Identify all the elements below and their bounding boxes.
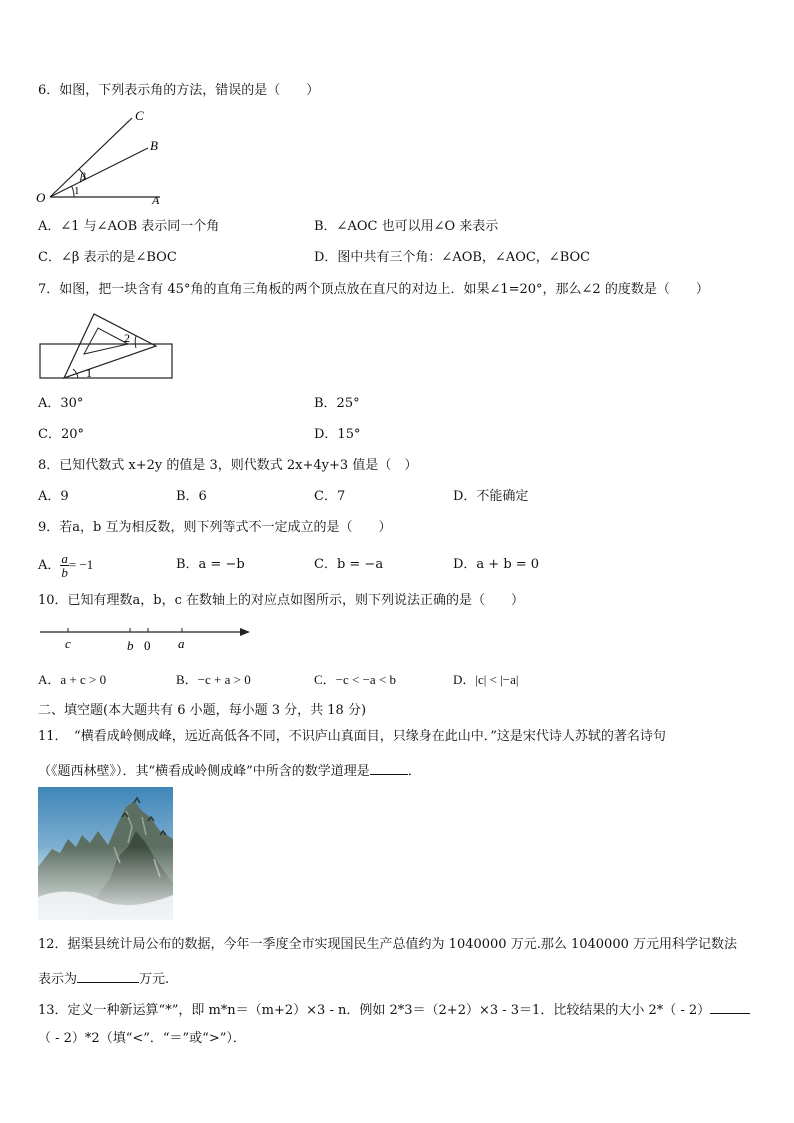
fraction-a-over-b: [60, 552, 69, 579]
q6-option-d[interactable]: D．图中共有三个角：∠AOB，∠AOC，∠BOC: [314, 250, 591, 265]
q7-stem: 7．如图，把一块含有 45°角的直角三角板的两个顶点放在直尺的对边上．如果∠1=20°，那么∠2 的度数是（ ）: [38, 282, 709, 297]
q10-option-d[interactable]: D．|c| < |−a|: [453, 672, 519, 687]
number-line-figure: [38, 620, 260, 654]
q8-stem: 8．已知代数式 x+2y 的值是 3，则代数式 2x+4y+3 值是（ ）: [38, 458, 418, 473]
q13-line1: [38, 999, 750, 1020]
fraction-numerator: a: [61, 551, 68, 566]
ruler-triangle-figure: [38, 310, 176, 382]
angle-figure: [34, 106, 169, 206]
label-1: 1: [86, 366, 92, 380]
label-c: c: [65, 636, 71, 651]
label-2: 2: [124, 331, 130, 345]
q7-option-b[interactable]: B．25°: [314, 396, 360, 411]
q13-line2: （ - 2）*2（填“<”．“＝”或“>”）．: [38, 1031, 246, 1046]
q7-option-c[interactable]: C．20°: [38, 427, 84, 442]
q10-option-b[interactable]: B．−c + a > 0: [176, 672, 251, 687]
q10-option-a[interactable]: A．a + c > 0: [38, 672, 107, 687]
q6-stem: 6．如图，下列表示角的方法，错误的是（ ）: [38, 83, 320, 98]
label-b: b: [127, 638, 134, 653]
q10-stem: 10．已知有理数a，b，c 在数轴上的对应点如图所示，则下列说法正确的是（ ）: [38, 593, 525, 608]
q12-line2: [38, 968, 169, 989]
q11-line2-end: ．: [407, 764, 421, 779]
label-a: A: [152, 193, 160, 206]
axis-arrow: [240, 628, 250, 636]
section-heading: 二、填空题(本大题共有 6 小题，每小题 3 分，共 18 分): [38, 703, 367, 718]
q9-stem: 9．若a，b 互为相反数，则下列等式不一定成立的是（ ）: [38, 520, 392, 535]
q7-option-a[interactable]: A．30°: [38, 396, 84, 411]
q9-option-a-prefix: A．: [38, 558, 61, 573]
arc-2: [135, 336, 136, 348]
q6-option-a[interactable]: A．∠1 与∠AOB 表示同一个角: [38, 219, 220, 234]
q11-line2-text: （《题西林壁》）．其“横看成岭侧成峰”中所含的数学道理是: [38, 764, 370, 779]
label-c: C: [135, 108, 144, 123]
q13-answer-blank[interactable]: [710, 999, 750, 1014]
q8-option-c[interactable]: C．7: [314, 489, 346, 504]
q8-option-b[interactable]: B．6: [176, 489, 207, 504]
q11-line1: 11． “横看成岭侧成峰，远近高低各不同，不识庐山真面目，只缘身在此山中．”这是宋代诗人苏轼的著名诗句: [38, 729, 666, 744]
q9-option-d[interactable]: D．a + b = 0: [453, 557, 540, 572]
q9-option-b[interactable]: B．a = −b: [176, 557, 245, 572]
fraction-denominator: b: [61, 565, 68, 580]
label-a: a: [178, 636, 185, 651]
q9-option-a[interactable]: [38, 548, 93, 582]
q7-option-d[interactable]: D．15°: [314, 427, 361, 442]
q11-answer-blank[interactable]: [370, 760, 408, 775]
q8-option-d[interactable]: D．不能确定: [453, 489, 529, 504]
label-o: O: [36, 190, 46, 205]
mountain-photo: [38, 787, 173, 920]
q12-line1: 12．据渠县统计局公布的数据，今年一季度全市实现国民生产总值约为 1040000 万元.那么 1040000 万元用科学记数法: [38, 937, 737, 952]
q6-option-c[interactable]: C．∠β 表示的是∠BOC: [38, 250, 177, 265]
q12-line2-end: 万元.: [139, 972, 170, 987]
q11-line2: [38, 760, 421, 781]
q12-line2-text: 表示为: [38, 972, 78, 987]
q6-option-b[interactable]: B．∠AOC 也可以用∠O 来表示: [314, 219, 499, 234]
label-b: B: [150, 138, 158, 153]
label-1: 1: [74, 185, 80, 197]
q9-option-a-rest: = −1: [68, 557, 94, 572]
q8-option-a[interactable]: A．9: [38, 489, 69, 504]
q10-option-c[interactable]: C．−c < −a < b: [314, 672, 397, 687]
q12-answer-blank[interactable]: [77, 968, 139, 983]
label-beta: β: [80, 171, 86, 183]
q13-line1-text: 13．定义一种新运算“*”，即 m*n＝（m+2）×3 - n．例如 2*3＝（2+2）×3 - 3＝1．比较结果的大小 2*（ - 2）: [38, 1003, 711, 1018]
label-0: 0: [144, 638, 151, 653]
q9-option-c[interactable]: C．b = −a: [314, 557, 384, 572]
